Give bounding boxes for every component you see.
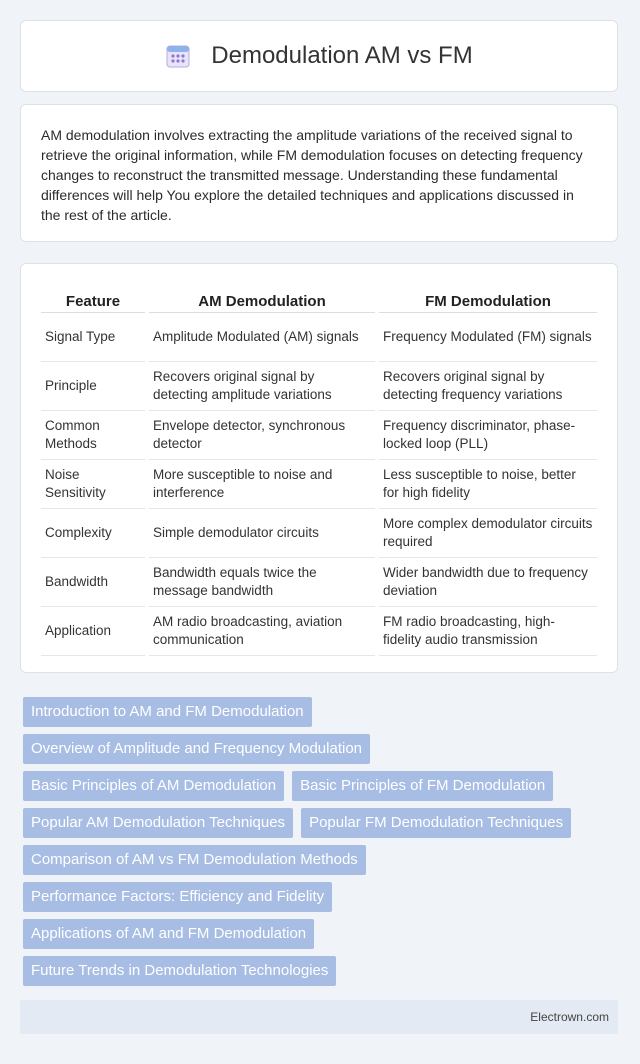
topic-tag-link[interactable]: Future Trends in Demodulation Technologies (23, 956, 336, 986)
fm-cell: Less susceptible to noise, better for high fidelity (379, 460, 597, 509)
fm-cell: Recovers original signal by detecting frequency variations (379, 362, 597, 411)
tag-row (23, 956, 623, 986)
table-row (41, 411, 597, 460)
topic-tag-link[interactable]: Basic Principles of FM Demodulation (292, 771, 553, 801)
table-row (41, 607, 597, 656)
topic-tag-link[interactable]: Popular AM Demodulation Techniques (23, 808, 293, 838)
feature-cell: Complexity (41, 509, 145, 558)
table-header-row (41, 284, 597, 313)
topic-tag-link[interactable]: Overview of Amplitude and Frequency Modulation (23, 734, 370, 764)
tag-row (23, 845, 623, 875)
table-row (41, 313, 597, 362)
column-header-feature: Feature (41, 284, 145, 313)
comparison-table-card (20, 263, 618, 673)
feature-cell: Principle (41, 362, 145, 411)
am-cell: More susceptible to noise and interference (149, 460, 375, 509)
intro-card (20, 104, 618, 242)
column-header-fm: FM Demodulation (379, 284, 597, 313)
table-row (41, 460, 597, 509)
intro-paragraph: AM demodulation involves extracting the amplitude variations of the received signal to retrieve the original information, while FM demodulation focuses on detecting frequency changes to reconstruct the transmitted message. Understanding these fundamental differences will help You explore the detailed techniques and applications discussed in the rest of the article. (41, 127, 583, 223)
tag-row (23, 771, 623, 801)
am-cell: Envelope detector, synchronous detector (149, 411, 375, 460)
feature-cell: Noise Sensitivity (41, 460, 145, 509)
comparison-table (37, 284, 601, 656)
am-cell: AM radio broadcasting, aviation communication (149, 607, 375, 656)
topic-tag-link[interactable]: Comparison of AM vs FM Demodulation Methods (23, 845, 366, 875)
feature-cell: Common Methods (41, 411, 145, 460)
am-cell: Amplitude Modulated (AM) signals (149, 313, 375, 362)
fm-cell: Frequency Modulated (FM) signals (379, 313, 597, 362)
header-card (20, 20, 618, 92)
table-row (41, 362, 597, 411)
table-row (41, 558, 597, 607)
tag-row (23, 919, 623, 949)
am-cell: Recovers original signal by detecting amplitude variations (149, 362, 375, 411)
feature-cell: Bandwidth (41, 558, 145, 607)
tag-row (23, 734, 623, 764)
topic-tag-link[interactable]: Performance Factors: Efficiency and Fidelity (23, 882, 332, 912)
fm-cell: More complex demodulator circuits required (379, 509, 597, 558)
topic-tag-link[interactable]: Popular FM Demodulation Techniques (301, 808, 571, 838)
tag-row (23, 882, 623, 912)
topic-tags (23, 697, 623, 993)
fm-cell: Frequency discriminator, phase-locked loop (PLL) (379, 411, 597, 460)
feature-cell: Signal Type (41, 313, 145, 362)
column-header-am: AM Demodulation (149, 284, 375, 313)
topic-tag-link[interactable]: Introduction to AM and FM Demodulation (23, 697, 312, 727)
calendar-grid-icon (165, 43, 191, 69)
am-cell: Bandwidth equals twice the message bandwidth (149, 558, 375, 607)
feature-cell: Application (41, 607, 145, 656)
footer-site-name: Electrown.com (530, 1010, 609, 1024)
topic-tag-link[interactable]: Basic Principles of AM Demodulation (23, 771, 284, 801)
page-title: Demodulation AM vs FM (211, 42, 473, 69)
table-row (41, 509, 597, 558)
title-wrap (165, 26, 472, 86)
fm-cell: Wider bandwidth due to frequency deviation (379, 558, 597, 607)
am-cell: Simple demodulator circuits (149, 509, 375, 558)
tag-row (23, 697, 623, 727)
fm-cell: FM radio broadcasting, high-fidelity audio transmission (379, 607, 597, 656)
tag-row (23, 808, 623, 838)
topic-tag-link[interactable]: Applications of AM and FM Demodulation (23, 919, 314, 949)
footer (20, 1000, 618, 1034)
